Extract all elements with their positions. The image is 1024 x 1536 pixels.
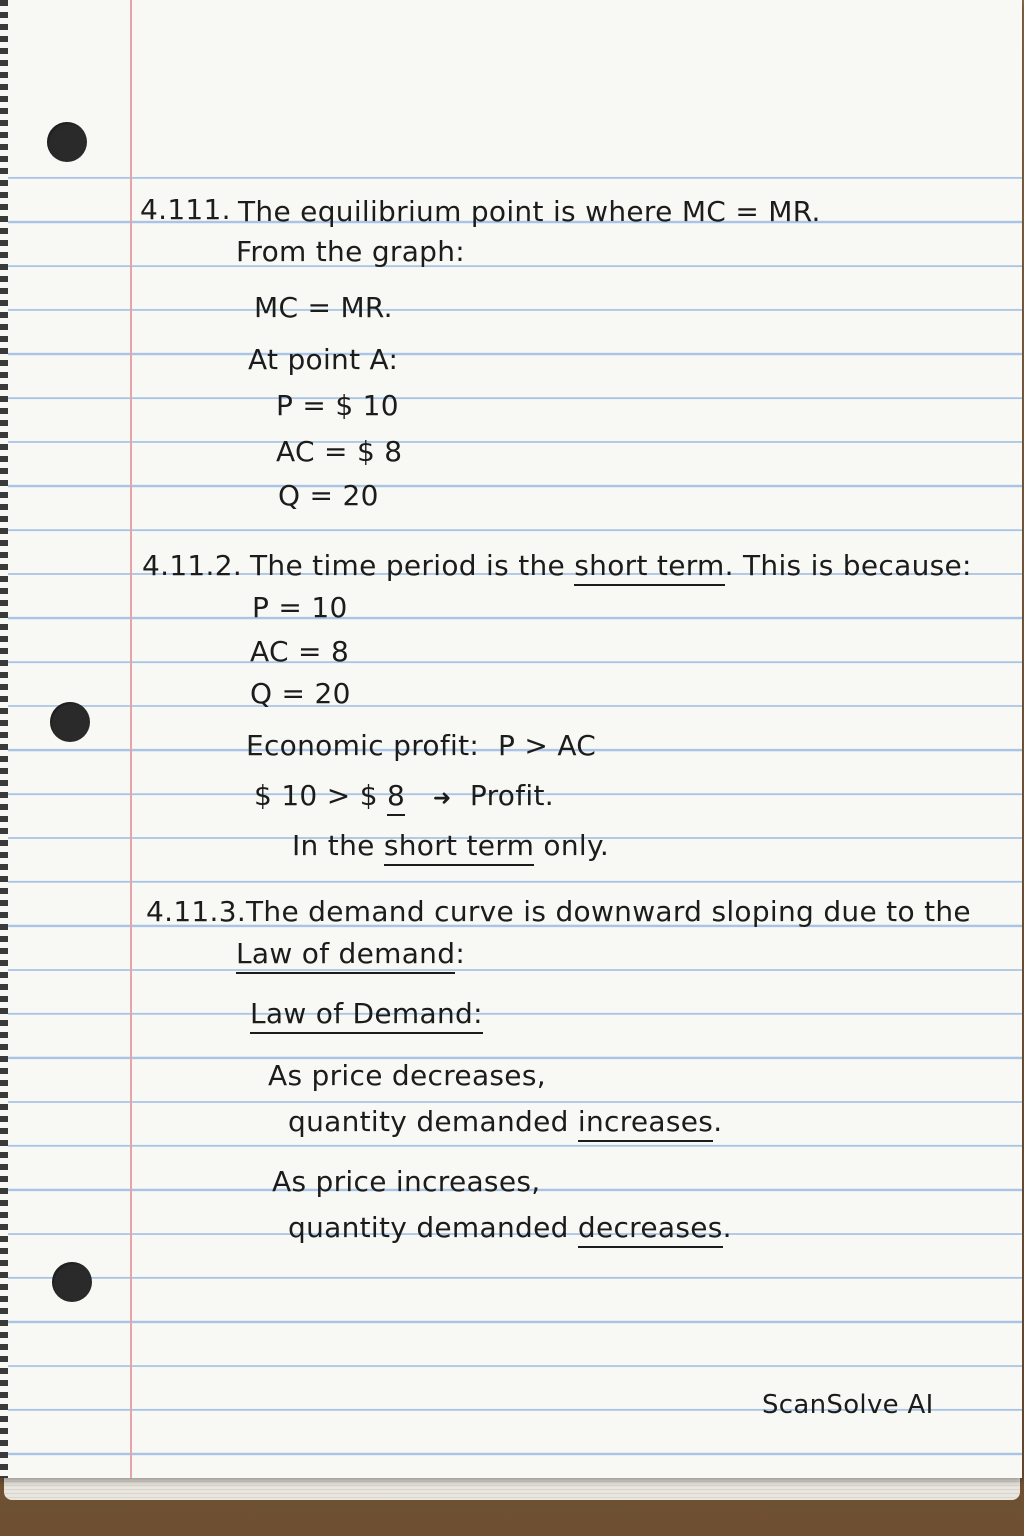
profit-line: $ 10 > $ 8 ➜ Profit. (254, 782, 554, 810)
arrow-right-icon: ➜ (432, 786, 452, 811)
text-line: Economic profit: (246, 729, 480, 762)
text-line: quantity demanded decreases. (288, 1214, 732, 1242)
text-line: Law of demand: (236, 940, 465, 968)
section-number: 4.11.3. (146, 895, 247, 928)
punch-hole-bottom (52, 1262, 92, 1302)
equation: Q = 20 (250, 677, 351, 710)
equation: P = 10 (252, 591, 348, 624)
equation: AC = $ 8 (276, 435, 403, 468)
text-line: The time period is the short term. This is because: (250, 552, 972, 580)
margin-line (130, 0, 132, 1478)
equation: AC = 8 (250, 635, 350, 668)
text-line: The demand curve is downward sloping due to the (246, 895, 971, 928)
law-heading: Law of Demand: (250, 1000, 483, 1028)
text-line: At point A: (248, 343, 399, 376)
page-header-space (0, 0, 1022, 170)
text-line: quantity demanded increases. (288, 1108, 722, 1136)
section-number: 4.11.2. (142, 549, 243, 582)
spiral-binding (0, 0, 8, 1478)
text-line: The equilibrium point is where MC = MR. (238, 195, 821, 228)
text-line: In the short term only. (292, 832, 609, 860)
punch-hole-top (47, 122, 87, 162)
text-line: From the graph: (236, 235, 466, 268)
text-line: As price decreases, (268, 1059, 546, 1092)
punch-hole-middle (50, 702, 90, 742)
text-line: As price increases, (272, 1165, 541, 1198)
equation: Q = 20 (278, 479, 379, 512)
equation: P = $ 10 (276, 389, 399, 422)
section-number: 4.111. (140, 193, 231, 226)
equation: P > AC (498, 729, 597, 762)
equation: MC = MR. (254, 291, 393, 324)
signature: ScanSolve AI (762, 1390, 934, 1420)
